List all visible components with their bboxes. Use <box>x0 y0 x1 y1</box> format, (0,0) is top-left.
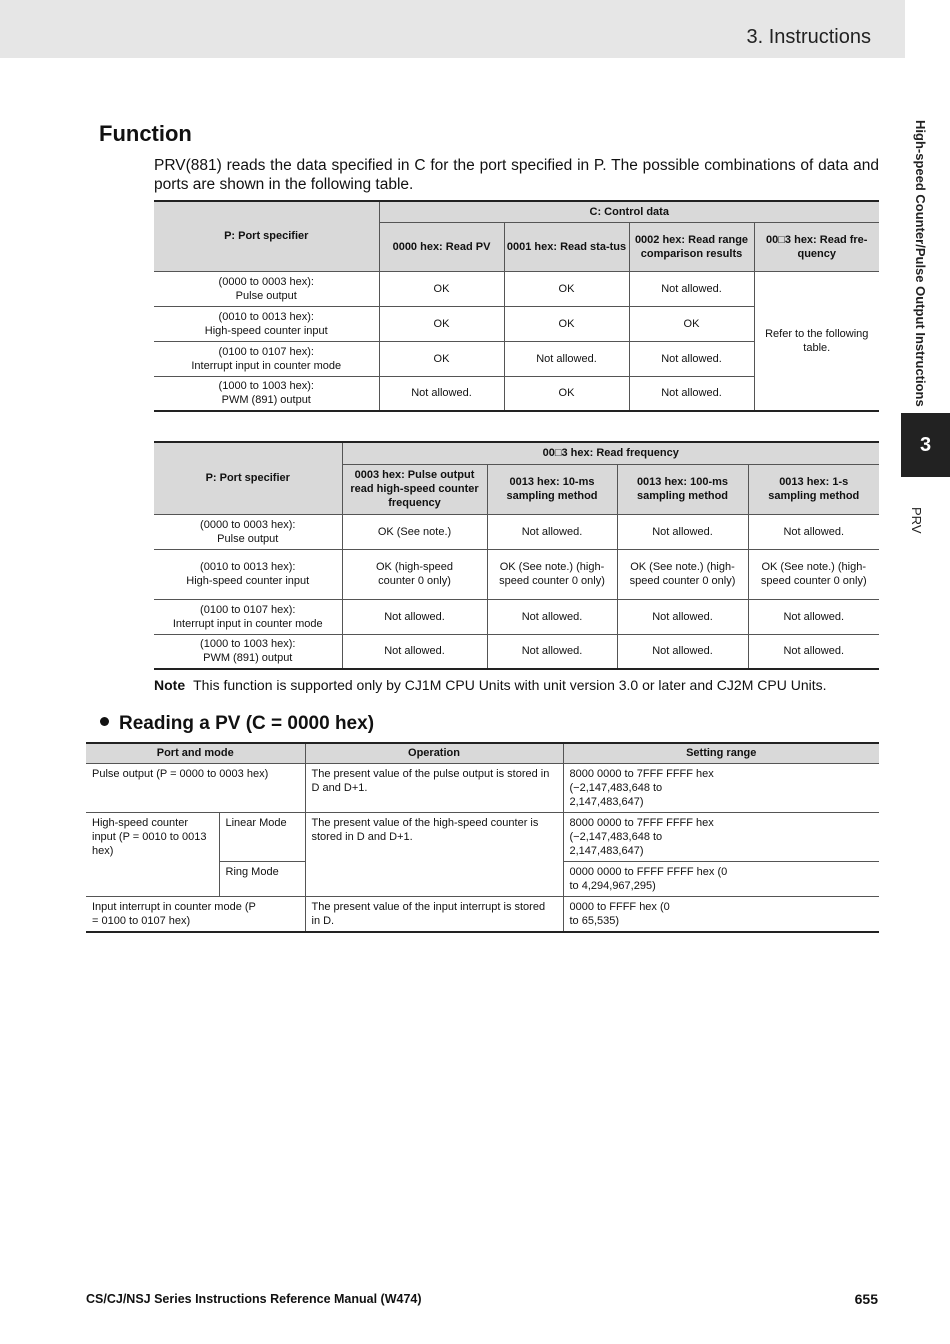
value-cell: Not allowed. <box>342 599 487 634</box>
reading-pv-heading: Reading a PV (C = 0000 hex) <box>100 713 374 735</box>
control-data-header: C: Control data <box>379 201 879 222</box>
operation-cell: The present value of the high-speed counter is stored in D and D+1. <box>305 812 563 896</box>
value-cell: OK (See note.) (high-speed counter 0 only) <box>487 549 617 599</box>
value-cell: Not allowed. <box>504 341 629 376</box>
table-row <box>154 599 879 634</box>
value-cell: OK (See note.) (high-speed counter 0 only) <box>748 549 879 599</box>
table-row <box>86 812 879 861</box>
value-cell: OK <box>504 271 629 306</box>
table-row <box>154 514 879 549</box>
value-cell: OK <box>504 376 629 411</box>
value-cell: OK <box>379 341 504 376</box>
value-cell: OK <box>379 271 504 306</box>
value-cell: OK (See note.) (high-speed counter 0 only) <box>617 549 748 599</box>
value-cell: Not allowed. <box>342 634 487 669</box>
manual-title: CS/CJ/NSJ Series Instructions Reference Manual (W474) <box>86 1292 422 1306</box>
operation-cell: The present value of the pulse output is stored in D and D+1. <box>305 763 563 812</box>
function-intro: PRV(881) reads the data specified in C for the port specified in P. The possible combinations of data and ports are shown in the following table. <box>154 157 879 193</box>
port-specifier-header: P: Port specifier <box>154 201 379 271</box>
side-section-label: High-speed Counter/Pulse Output Instructions <box>913 120 928 407</box>
function-heading: Function <box>99 121 192 146</box>
value-cell: Not allowed. <box>617 514 748 549</box>
col-header: Operation <box>305 743 563 763</box>
value-cell: Not allowed. <box>748 514 879 549</box>
port-cell: (0010 to 0013 hex): High-speed counter input <box>154 549 342 599</box>
table-row <box>154 549 879 599</box>
col-header: Setting range <box>563 743 879 763</box>
operation-cell: The present value of the input interrupt is stored in D. <box>305 896 563 932</box>
col-header: 00□3 hex: Read fre-quency <box>754 222 879 271</box>
port-cell: Pulse output (P = 0000 to 0003 hex) <box>86 763 305 812</box>
value-cell: Not allowed. <box>748 599 879 634</box>
port-cell: (1000 to 1003 hex): PWM (891) output <box>154 634 342 669</box>
value-cell: OK <box>379 306 504 341</box>
col-header: 0013 hex: 100-ms sampling method <box>617 464 748 514</box>
value-cell: OK <box>629 306 754 341</box>
value-cell: Not allowed. <box>629 271 754 306</box>
note-label: Note <box>154 677 186 693</box>
refer-cell: Refer to the following table. <box>754 271 879 411</box>
chapter-tab[interactable]: 3 <box>901 413 950 477</box>
col-header: 0013 hex: 1-s sampling method <box>748 464 879 514</box>
port-cell: (0010 to 0013 hex): High-speed counter input <box>154 306 379 341</box>
bullet-icon <box>100 717 109 726</box>
value-cell: Not allowed. <box>748 634 879 669</box>
value-cell: Not allowed. <box>629 376 754 411</box>
chapter-title: 3. Instructions <box>746 26 871 48</box>
value-cell: Not allowed. <box>617 634 748 669</box>
value-cell: OK (See note.) <box>342 514 487 549</box>
port-cell: High-speed counter input (P = 0010 to 0013 hex) <box>86 812 219 896</box>
range-cell: 8000 0000 to 7FFF FFFF hex (−2,147,483,648 to 2,147,483,647) <box>563 763 879 812</box>
table-row <box>154 634 879 669</box>
value-cell: Not allowed. <box>487 634 617 669</box>
read-frequency-table <box>154 441 879 670</box>
col-header: 0000 hex: Read PV <box>379 222 504 271</box>
col-header: 0002 hex: Read range comparison results <box>629 222 754 271</box>
page-number: 655 <box>854 1291 878 1307</box>
range-cell: 8000 0000 to 7FFF FFFF hex (−2,147,483,648 to 2,147,483,647) <box>563 812 879 861</box>
port-cell: (1000 to 1003 hex): PWM (891) output <box>154 376 379 411</box>
range-cell: 0000 0000 to FFFF FFFF hex (0 to 4,294,967,295) <box>563 861 879 896</box>
read-frequency-header: 00□3 hex: Read frequency <box>342 442 879 464</box>
mode-cell: Linear Mode <box>219 812 305 861</box>
port-cell: Input interrupt in counter mode (P = 0100 to 0107 hex) <box>86 896 305 932</box>
port-cell: (0100 to 0107 hex): Interrupt input in counter mode <box>154 341 379 376</box>
value-cell: Not allowed. <box>379 376 504 411</box>
col-header: 0013 hex: 10-ms sampling method <box>487 464 617 514</box>
note-text: This function is supported only by CJ1M CPU Units with unit version 3.0 or later and CJ2M CPU Units. <box>193 677 827 693</box>
control-data-table <box>154 200 879 412</box>
value-cell: Not allowed. <box>487 514 617 549</box>
col-header: Port and mode <box>86 743 305 763</box>
value-cell: Not allowed. <box>487 599 617 634</box>
value-cell: OK (high-speed counter 0 only) <box>342 549 487 599</box>
col-header: 0003 hex: Pulse output read high-speed counter frequency <box>342 464 487 514</box>
port-cell: (0000 to 0003 hex): Pulse output <box>154 271 379 306</box>
port-cell: (0100 to 0107 hex): Interrupt input in counter mode <box>154 599 342 634</box>
side-instruction-label: PRV <box>909 507 924 534</box>
port-specifier-header: P: Port specifier <box>154 442 342 514</box>
table-row <box>154 271 879 306</box>
port-cell: (0000 to 0003 hex): Pulse output <box>154 514 342 549</box>
col-header: 0001 hex: Read sta-tus <box>504 222 629 271</box>
table-row <box>86 763 879 812</box>
value-cell: Not allowed. <box>629 341 754 376</box>
value-cell: OK <box>504 306 629 341</box>
range-cell: 0000 to FFFF hex (0 to 65,535) <box>563 896 879 932</box>
mode-cell: Ring Mode <box>219 861 305 896</box>
value-cell: Not allowed. <box>617 599 748 634</box>
note <box>154 677 827 693</box>
reading-pv-table <box>86 742 879 933</box>
table-row <box>86 896 879 932</box>
